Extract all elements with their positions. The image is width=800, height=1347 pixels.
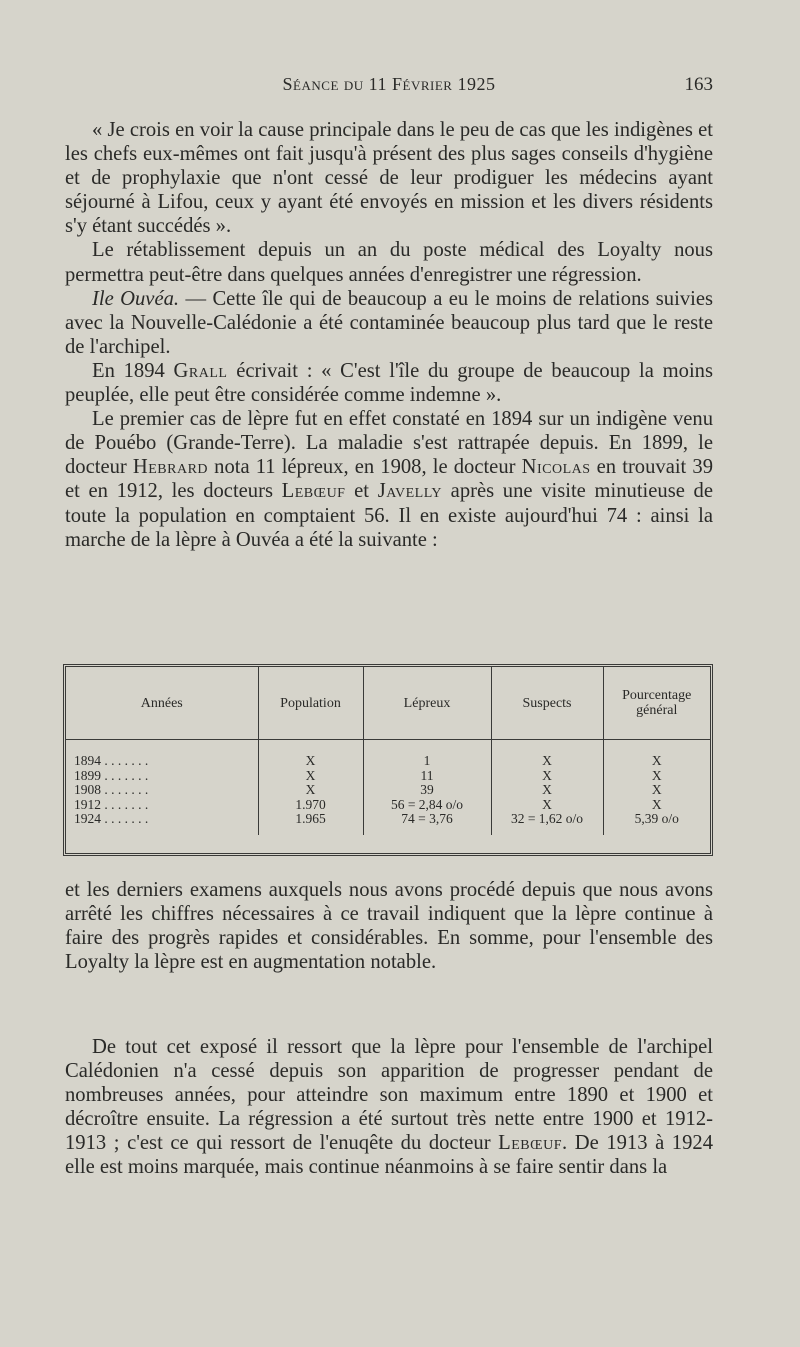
running-title: Séance du 11 Février 1925 bbox=[282, 74, 496, 94]
section-title-ouvea: Ile Ouvéa. bbox=[92, 287, 180, 310]
cell-percentage: X bbox=[603, 769, 710, 784]
paragraph-ouvea bbox=[65, 287, 713, 359]
cell-suspects: 32 = 1,62 o/o bbox=[491, 812, 603, 835]
cell-percentage: X bbox=[603, 798, 710, 813]
cell-percentage: 5,39 o/o bbox=[603, 812, 710, 835]
cell-year: 1908 . . . . . . . bbox=[74, 782, 149, 797]
paragraph-first-case bbox=[65, 407, 713, 552]
paragraph-conclusion bbox=[65, 1035, 713, 1180]
text-block-1 bbox=[65, 118, 713, 552]
cell-year: 1924 . . . . . . . bbox=[74, 811, 149, 826]
cell-suspects: X bbox=[491, 769, 603, 784]
text-span: De tout cet exposé il ressort que la lèpre pour l'ensemble de l'archipel Calédonien n'a cessé depuis son apparition de progresser pendant de nombreuses années, pour atteindre son maximum entre 1890 et 1900 et décroître ensuite. La régression a été surtout très nette entre 1900 et 1912-1913 ; c'est ce qui ressort de l'enuqête du docteur bbox=[65, 1036, 713, 1155]
cell-population: X bbox=[258, 783, 363, 798]
text-span: et bbox=[345, 480, 378, 503]
data-table bbox=[66, 667, 710, 835]
cell-suspects: X bbox=[491, 740, 603, 769]
text-block-3 bbox=[65, 1035, 713, 1180]
leprosy-table bbox=[63, 664, 713, 856]
author-grall: Grall bbox=[173, 359, 228, 382]
column-header-years: Années bbox=[66, 667, 258, 740]
text-span: après une visite minutieuse de toute la population en comptaient 56. Il en existe aujourd'hui 74 : ainsi la marche de la lèpre à Ouvéa a été la suivante : bbox=[65, 480, 713, 551]
text-span: écrivait : « C'est l'île du groupe de beaucoup la moins peuplée, elle peut être considérée comme indemne ». bbox=[65, 359, 713, 407]
cell-year: 1894 . . . . . . . bbox=[74, 753, 149, 768]
cell-lepers: 56 = 2,84 o/o bbox=[363, 798, 491, 813]
page-number: 163 bbox=[684, 74, 713, 95]
table-row bbox=[66, 812, 710, 835]
table-row bbox=[66, 769, 710, 784]
cell-population: X bbox=[258, 740, 363, 769]
cell-year: 1899 . . . . . . . bbox=[74, 767, 149, 783]
cell-suspects: X bbox=[491, 783, 603, 798]
column-header-population: Population bbox=[258, 667, 363, 740]
column-header-suspects: Suspects bbox=[491, 667, 603, 740]
paragraph-grall bbox=[65, 359, 713, 407]
author-javelly: Javelly bbox=[377, 480, 442, 503]
author-hebrard: Hebrard bbox=[132, 456, 209, 479]
column-header-lepers: Lépreux bbox=[363, 667, 491, 740]
table-row bbox=[66, 740, 710, 769]
cell-lepers: 39 bbox=[363, 783, 491, 798]
text-span: . De 1913 à 1924 elle est moins marquée, mais continue néanmoins à se faire sentir dans la bbox=[65, 1132, 713, 1179]
cell-percentage: X bbox=[603, 783, 710, 798]
cell-percentage: X bbox=[603, 740, 710, 769]
cell-lepers: 11 bbox=[363, 769, 491, 784]
column-header-percentage: Pourcentage général bbox=[603, 667, 710, 740]
author-nicolas: Nicolas bbox=[521, 456, 591, 479]
cell-population: 1.965 bbox=[258, 812, 363, 835]
paragraph-loyalty-post: Le rétablissement depuis un an du poste médical des Loyalty nous permettra peut-être dans quelques années d'enregistrer une régression. bbox=[65, 239, 713, 286]
paragraph-recent-exams: et les derniers examens auxquels nous avons procédé depuis que nous avons arrêté les chiffres nécessaires à ce travail indiquent que la lèpre continue à faire des progrès rapides et considérables. En somme, pour l'ensemble des Loyalty la lèpre est en augmentation notable. bbox=[65, 879, 713, 974]
text-block-2 bbox=[65, 878, 713, 974]
cell-population: X bbox=[258, 769, 363, 784]
text-span: Le premier cas de lèpre fut en effet constaté en 1894 sur un indigène venu de Pouébo (Grande-Terre). La maladie s'est rattrapée depuis. En 1899, le docteur bbox=[65, 408, 713, 479]
table-row bbox=[66, 783, 710, 798]
author-leboeuf: Lebœuf bbox=[281, 480, 346, 503]
text-span: En 1894 bbox=[92, 359, 174, 382]
cell-lepers: 74 = 3,76 bbox=[363, 812, 491, 835]
page-header bbox=[65, 72, 713, 102]
cell-lepers: 1 bbox=[363, 740, 491, 769]
paragraph-quote-lifou: « Je crois en voir la cause principale dans le peu de cas que les indigènes et les chefs eux-mêmes ont fait jusqu'à présent des plus sages conseils d'hygiène et de prophylaxie que n'ont cessé de leur prodiguer les médecins ayant séjourné à Lifou, ceux y ayant été envoyés en mission et les divers résidents s'y étant succédés ». bbox=[65, 119, 713, 238]
author-leboeuf: Lebœuf bbox=[498, 1132, 562, 1155]
table-header-row bbox=[66, 667, 710, 740]
paragraph-ouvea-text: — Cette île qui de beaucoup a eu le moins de relations suivies avec la Nouvelle-Calédonie a été contaminée beaucoup plus tard que le reste de l'archipel. bbox=[65, 287, 713, 358]
cell-population: 1.970 bbox=[258, 798, 363, 813]
cell-suspects: X bbox=[491, 798, 603, 813]
table-row bbox=[66, 798, 710, 813]
cell-year: 1912 . . . . . . . bbox=[74, 796, 149, 812]
text-span: nota 11 lépreux, en 1908, le docteur bbox=[208, 456, 522, 479]
text-span: en trouvait 39 et en 1912, les docteurs bbox=[65, 456, 713, 503]
